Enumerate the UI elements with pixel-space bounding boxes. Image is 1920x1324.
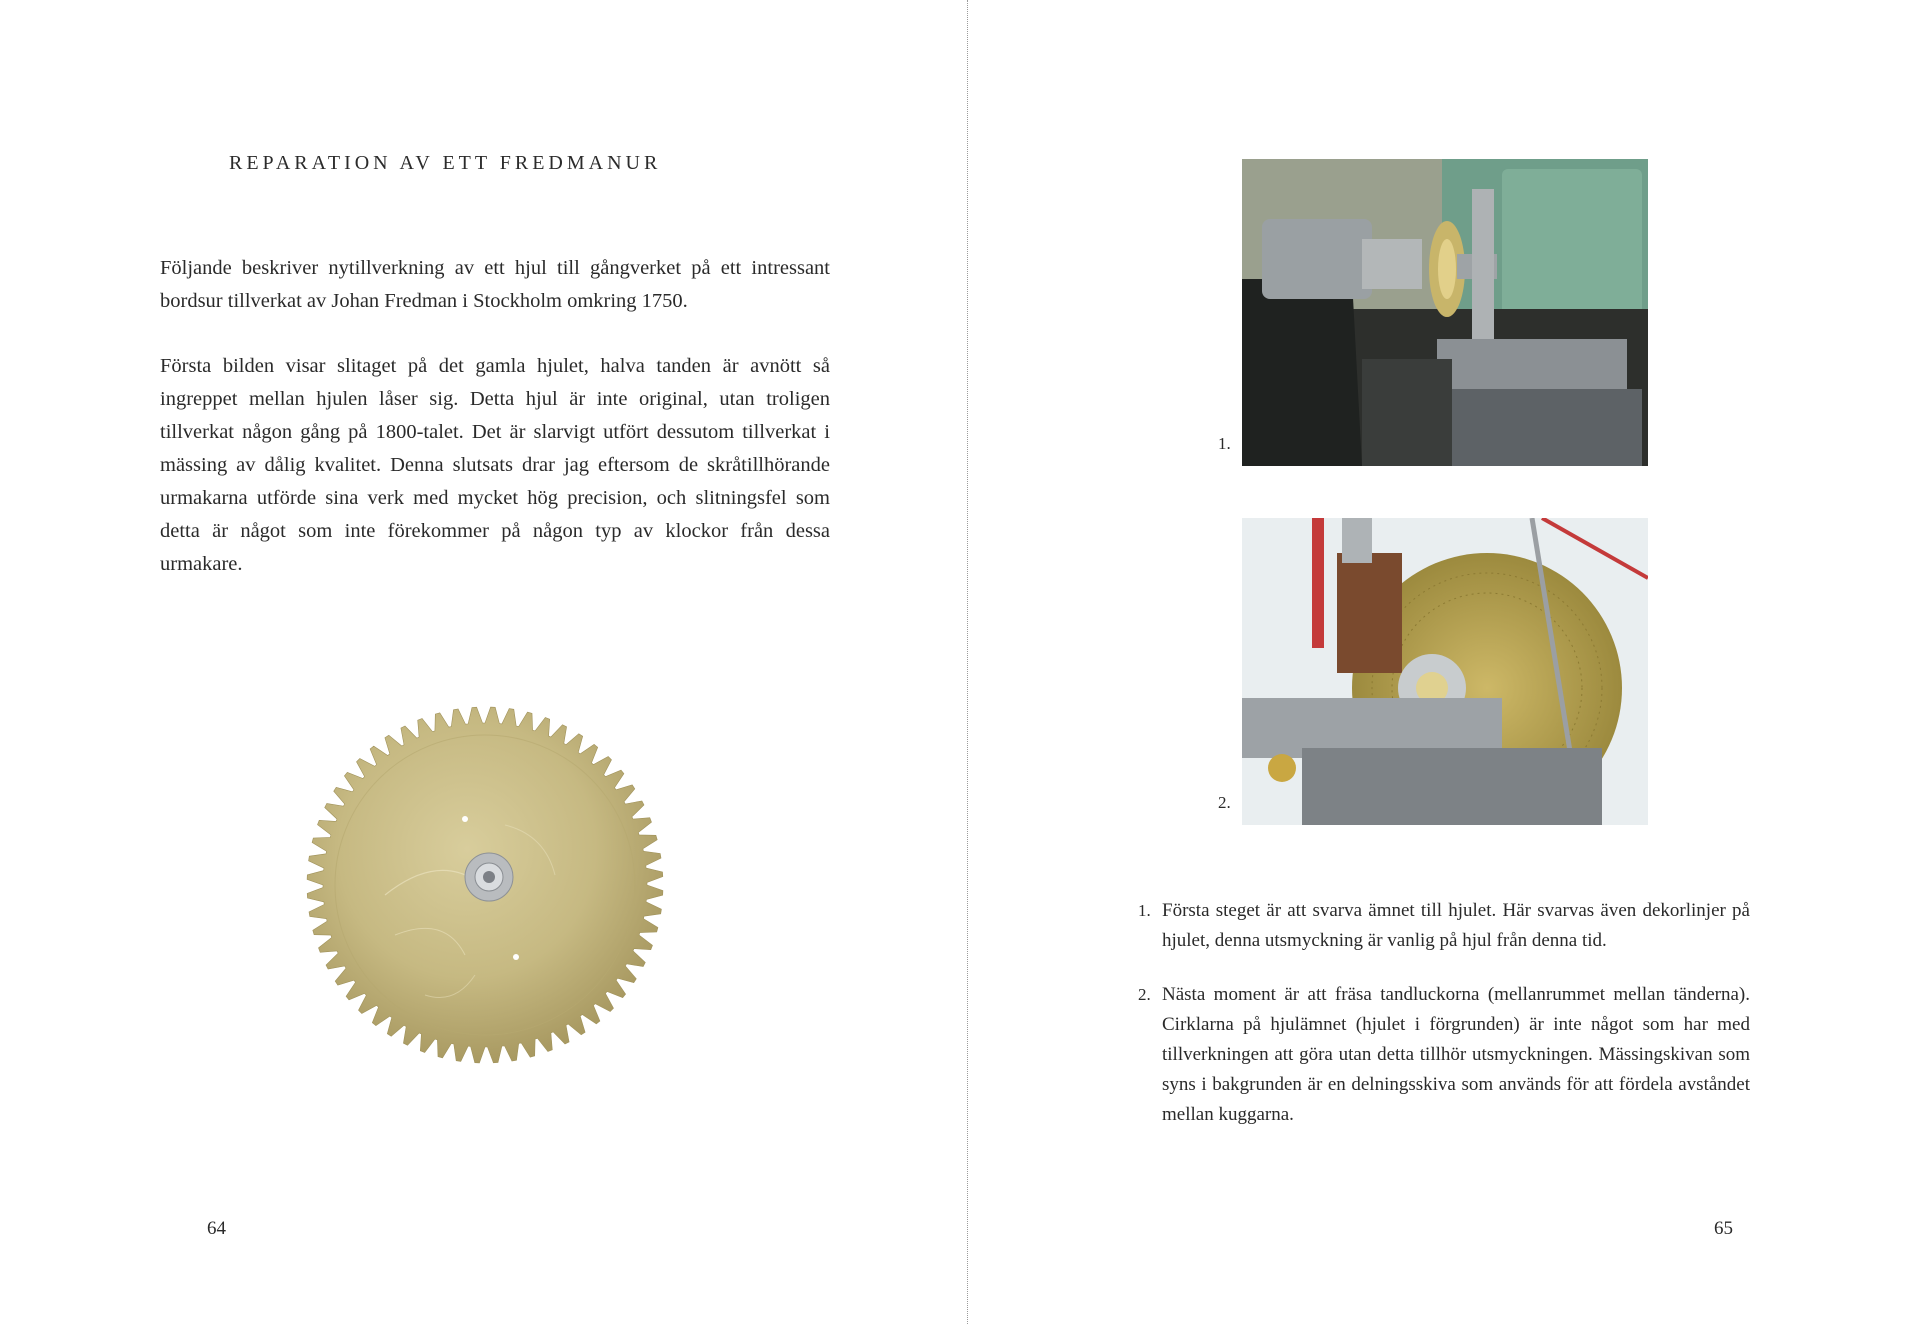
caption-item [1130,896,1750,956]
page-number-left: 64 [207,1218,226,1239]
lathe-turning-photo [1242,159,1648,466]
caption-list [1130,896,1750,1154]
figure-number-2: 2. [1218,793,1231,812]
caption-number: 2. [1138,985,1151,1004]
page-gutter [967,0,968,1324]
caption-text: Nästa moment är att fräsa tandluckorna (mellanrummet mellan tänderna). Cirklarna på hjulämnet (hjulet i förgrunden) är inte något som har med tillverkningen att göra utan detta tillhör utsmyckningen. Mässingskivan som syns i bakgrunden är en delningsskiva som används för att fördela avståndet mellan kuggarna. [1162,984,1750,1125]
milling-teeth-photo [1242,518,1648,825]
intro-paragraph: Följande beskriver nytillverkning av ett hjul till gångverket på ett intressant bordsur tillverkat av Johan Fredman i Stockholm omkring 1750. [160,257,830,312]
caption-text: Första steget är att svarva ämnet till hjulet. Här svarvas även dekorlinjer på hjulet, denna utsmyckning är vanlig på hjul från denna tid. [1162,900,1750,951]
caption-item [1130,980,1750,1130]
worn-brass-wheel-image [305,705,665,1065]
wear-paragraph: Första bilden visar slitaget på det gamla hjulet, halva tanden är avnött så ingreppet mellan hjulen låser sig. Detta hjul är inte original, utan troligen tillverkat någon gång på 1800-talet. Det är slarvigt utfört dessutom tillverkat i mässing av dålig kvalitet. Denna slutsats drar jag eftersom de skråtillhörande urmakarna utförde sina verk med mycket hög precision, och slitningsfel som detta är något som inte förekommer på någon typ av klockor från dessa urmakare. [160,355,830,575]
page-number-right: 65 [1714,1218,1733,1239]
caption-number: 1. [1138,901,1151,920]
chapter-heading: REPARATION AV ETT FREDMANUR [229,152,662,174]
figure-number-1: 1. [1218,434,1231,453]
